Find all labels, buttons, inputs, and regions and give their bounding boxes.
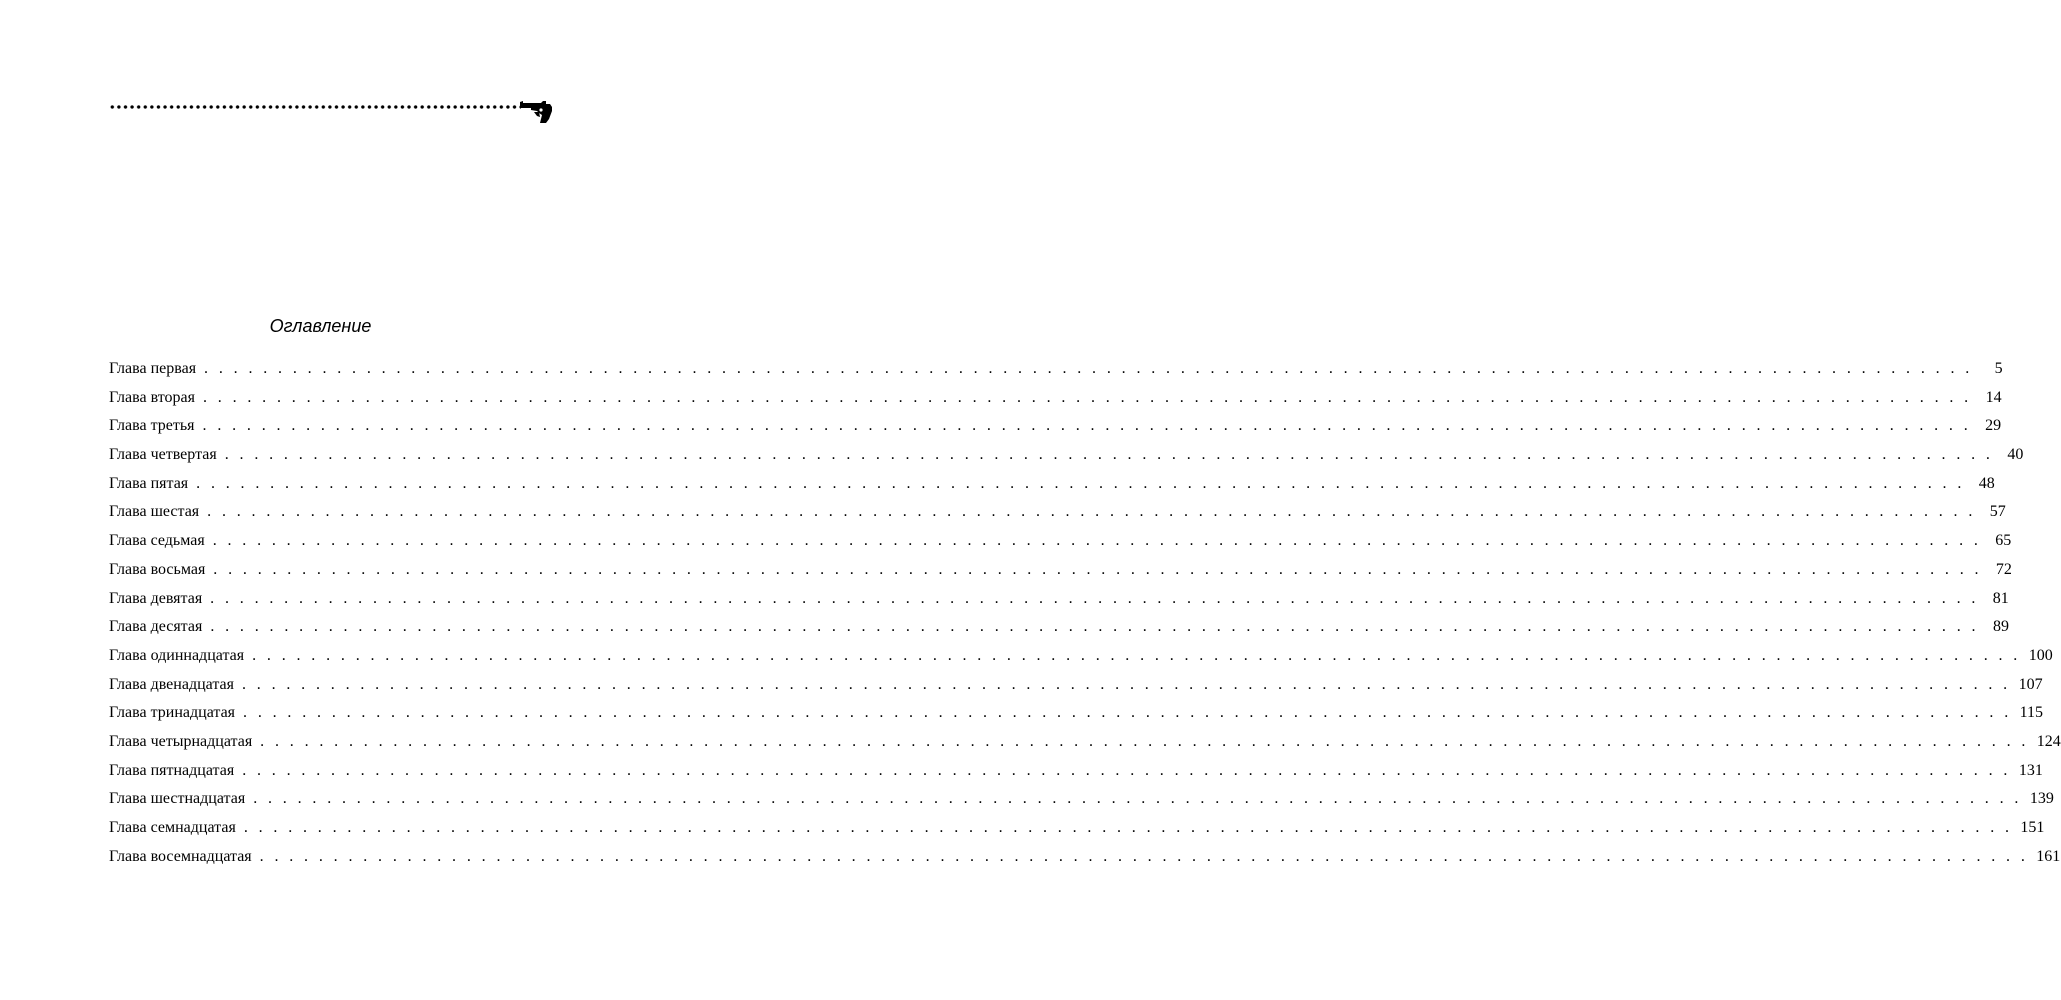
table-of-contents [109,360,2061,876]
toc-dot-leader: . . . . . . . . . . . . . . . . . . . . . . . . . . . . . . . . . . . . . . . . . . . . . . . . . . . . . . . . . . . . . . . . . . . . . . . . . . . . . . . . . . . . . . . . . . . . . . . . . . . . . . . . . . . . . . . . . . . . . . . . [243,819,2013,836]
toc-entry-label: Глава четвертая [109,446,217,464]
toc-entry [109,446,2024,475]
toc-dot-leader: . . . . . . . . . . . . . . . . . . . . . . . . . . . . . . . . . . . . . . . . . . . . . . . . . . . . . . . . . . . . . . . . . . . . . . . . . . . . . . . . . . . . . . . . . . . . . . . . . . . . . . . . . . . . . . . . . . . . . . . . [210,618,1979,636]
toc-entry-page: 48 [1978,474,1995,492]
toc-dot-leader: . . . . . . . . . . . . . . . . . . . . . . . . . . . . . . . . . . . . . . . . . . . . . . . . . . . . . . . . . . . . . . . . . . . . . . . . . . . . . . . . . . . . . . . . . . . . . . . . . . . . . . . . . . . . . . . . . . . . . . . . [241,675,2011,693]
toc-entry-page: 81 [1992,589,2009,607]
toc-entry-label: Глава восьмая [109,560,206,578]
toc-dot-leader: . . . . . . . . . . . . . . . . . . . . . . . . . . . . . . . . . . . . . . . . . . . . . . . . . . . . . . . . . . . . . . . . . . . . . . . . . . . . . . . . . . . . . . . . . . . . . . . . . . . . . . . . . . . . . . . . . . . . . . . . [242,761,2011,779]
toc-dot-leader: . . . . . . . . . . . . . . . . . . . . . . . . . . . . . . . . . . . . . . . . . . . . . . . . . . . . . . . . . . . . . . . . . . . . . . . . . . . . . . . . . . . . . . . . . . . . . . . . . . . . . . . . . . . . . . . . . . . . . . . . [196,474,1965,492]
toc-entry [109,503,2006,532]
toc-entry [109,589,2009,619]
toc-entry-label: Глава первая [109,360,197,377]
toc-dot-leader: . . . . . . . . . . . . . . . . . . . . . . . . . . . . . . . . . . . . . . . . . . . . . . . . . . . . . . . . . . . . . . . . . . . . . . . . . . . . . . . . . . . . . . . . . . . . . . . . . . . . . . . . . . . . . . . . . . . . . . . . [210,589,1979,607]
toc-entry [109,761,2043,791]
toc-entry [109,474,1995,504]
toc-entry-page: 57 [1989,503,2006,521]
toc-entry [109,675,2043,705]
toc-entry [109,560,2012,590]
toc-entry-page: 5 [1994,360,2003,377]
toc-dot-leader: . . . . . . . . . . . . . . . . . . . . . . . . . . . . . . . . . . . . . . . . . . . . . . . . . . . . . . . . . . . . . . . . . . . . . . . . . . . . . . . . . . . . . . . . . . . . . . . . . . . . . . . . . . . . . . . . . . . . . . . . [252,646,2021,664]
toc-entry-label: Глава семнадцатая [109,819,236,836]
toc-entry-label: Глава одиннадцатая [109,646,245,664]
toc-dot-leader: . . . . . . . . . . . . . . . . . . . . . . . . . . . . . . . . . . . . . . . . . . . . . . . . . . . . . . . . . . . . . . . . . . . . . . . . . . . . . . . . . . . . . . . . . . . . . . . . . . . . . . . . . . . . . . . . . . . . . . . . [207,503,1976,521]
toc-entry-page: 161 [2036,847,2061,865]
toc-dot-leader: . . . . . . . . . . . . . . . . . . . . . . . . . . . . . . . . . . . . . . . . . . . . . . . . . . . . . . . . . . . . . . . . . . . . . . . . . . . . . . . . . . . . . . . . . . . . . . . . . . . . . . . . . . . . . . . . . . . . . . . . [253,790,2022,808]
toc-dot-leader: . . . . . . . . . . . . . . . . . . . . . . . . . . . . . . . . . . . . . . . . . . . . . . . . . . . . . . . . . . . . . . . . . . . . . . . . . . . . . . . . . . . . . . . . . . . . . . . . . . . . . . . . . . . . . . . . . . . . . . . . [224,446,1994,464]
toc-entry-page: 115 [2019,704,2044,722]
toc-entry-label: Глава тринадцатая [109,704,236,722]
toc-title: Оглавление [269,316,372,336]
toc-dot-leader: . . . . . . . . . . . . . . . . . . . . . . . . . . . . . . . . . . . . . . . . . . . . . . . . . . . . . . . . . . . . . . . . . . . . . . . . . . . . . . . . . . . . . . . . . . . . . . . . . . . . . . . . . . . . . . . . . . . . . . . . [204,360,1973,377]
toc-dot-leader: . . . . . . . . . . . . . . . . . . . . . . . . . . . . . . . . . . . . . . . . . . . . . . . . . . . . . . . . . . . . . . . . . . . . . . . . . . . . . . . . . . . . . . . . . . . . . . . . . . . . . . . . . . . . . . . . . . . . . . . . [243,704,2012,722]
toc-entry [109,646,2053,676]
toc-entry-page: 100 [2028,646,2053,664]
toc-entry [109,732,2061,762]
revolver-icon [519,98,553,124]
toc-entry-page: 131 [2018,761,2043,779]
toc-entry-label: Глава шестая [109,503,200,521]
dotted-header-rule [109,104,521,110]
toc-entry [109,790,2054,819]
toc-dot-leader: . . . . . . . . . . . . . . . . . . . . . . . . . . . . . . . . . . . . . . . . . . . . . . . . . . . . . . . . . . . . . . . . . . . . . . . . . . . . . . . . . . . . . . . . . . . . . . . . . . . . . . . . . . . . . . . . . . . . . . . . [260,732,2029,750]
toc-entry-label: Глава шестнадцатая [109,790,246,808]
toc-entry [109,618,2009,647]
toc-entry-page: 124 [2036,732,2061,750]
toc-entry-page: 107 [2018,675,2043,693]
toc-entry-label: Глава пятнадцатая [109,761,235,779]
toc-entry-page: 40 [2007,446,2024,464]
toc-entry-page: 65 [1995,532,2012,550]
toc-entry-page: 89 [1992,618,2009,636]
toc-entry-page: 72 [1995,560,2012,578]
toc-dot-leader: . . . . . . . . . . . . . . . . . . . . . . . . . . . . . . . . . . . . . . . . . . . . . . . . . . . . . . . . . . . . . . . . . . . . . . . . . . . . . . . . . . . . . . . . . . . . . . . . . . . . . . . . . . . . . . . . . . . . . . . . [259,847,2029,865]
toc-entry-label: Глава девятая [109,589,203,607]
toc-entry-label: Глава седьмая [109,532,205,550]
toc-dot-leader: . . . . . . . . . . . . . . . . . . . . . . . . . . . . . . . . . . . . . . . . . . . . . . . . . . . . . . . . . . . . . . . . . . . . . . . . . . . . . . . . . . . . . . . . . . . . . . . . . . . . . . . . . . . . . . . . . . . . . . . . [212,532,1982,550]
toc-dot-leader: . . . . . . . . . . . . . . . . . . . . . . . . . . . . . . . . . . . . . . . . . . . . . . . . . . . . . . . . . . . . . . . . . . . . . . . . . . . . . . . . . . . . . . . . . . . . . . . . . . . . . . . . . . . . . . . . . . . . . . . . [213,560,1982,578]
toc-entry-label: Глава восемнадцатая [109,847,252,865]
toc-dot-leader: . . . . . . . . . . . . . . . . . . . . . . . . . . . . . . . . . . . . . . . . . . . . . . . . . . . . . . . . . . . . . . . . . . . . . . . . . . . . . . . . . . . . . . . . . . . . . . . . . . . . . . . . . . . . . . . . . . . . . . . . [202,388,1972,406]
toc-entry-page: 14 [1985,388,2002,406]
toc-entry-label: Глава вторая [109,388,195,406]
toc-entry [109,388,2002,418]
toc-entry [109,847,2061,877]
toc-entry-label: Глава третья [109,417,195,435]
toc-entry-page: 139 [2029,790,2054,808]
toc-dot-leader: . . . . . . . . . . . . . . . . . . . . . . . . . . . . . . . . . . . . . . . . . . . . . . . . . . . . . . . . . . . . . . . . . . . . . . . . . . . . . . . . . . . . . . . . . . . . . . . . . . . . . . . . . . . . . . . . . . . . . . . . [202,417,1972,435]
toc-entry [109,704,2044,733]
toc-entry-page: 29 [1985,417,2002,435]
toc-entry-label: Глава пятая [109,474,189,492]
toc-entry-page: 151 [2020,819,2045,836]
toc-entry-label: Глава двенадцатая [109,675,234,693]
toc-entry-label: Глава десятая [109,618,203,636]
toc-entry [109,417,2002,446]
toc-entry-label: Глава четырнадцатая [109,732,253,750]
toc-entry [109,819,2045,848]
toc-entry [109,360,2003,389]
toc-entry [109,532,2012,561]
